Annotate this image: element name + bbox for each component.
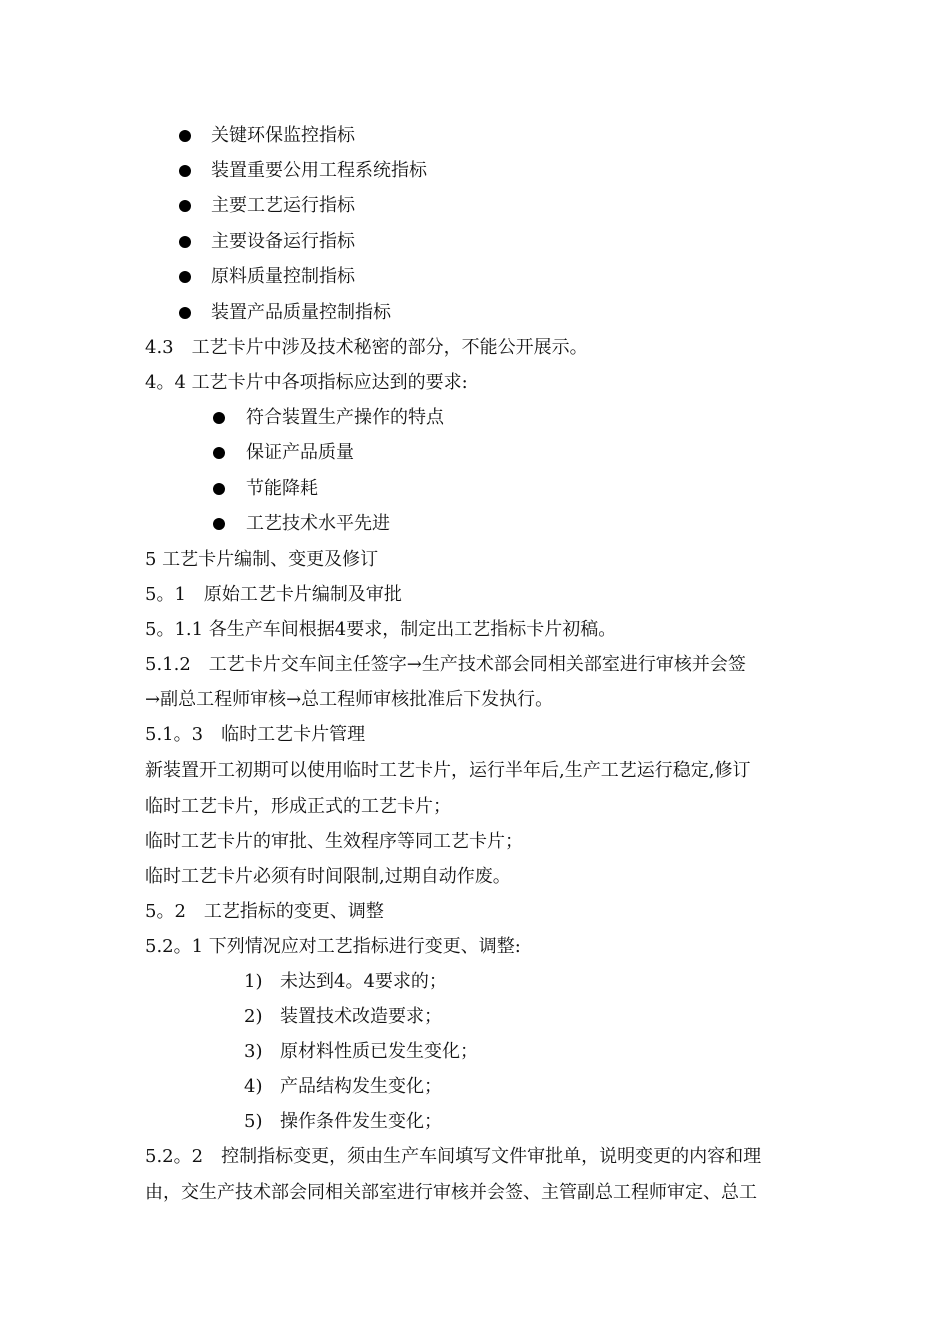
bullet-item: 原料质量控制指标 bbox=[211, 266, 355, 287]
bullet-dot-icon bbox=[213, 447, 225, 459]
list-number: 4) bbox=[244, 1076, 263, 1097]
paragraph-4-3: 4.3 工艺卡片中涉及技术秘密的部分，不能公开展示。 bbox=[145, 337, 588, 358]
list-item: 操作条件发生变化； bbox=[280, 1111, 442, 1132]
bullet-item: 装置产品质量控制指标 bbox=[211, 302, 391, 323]
list-item: 产品结构发生变化； bbox=[280, 1076, 442, 1097]
bullet-dot-icon bbox=[179, 236, 191, 248]
section-heading-5-1: 5。1 原始工艺卡片编制及审批 bbox=[145, 584, 402, 605]
paragraph-4-4: 4。4 工艺卡片中各项指标应达到的要求: bbox=[145, 372, 468, 393]
list-item: 未达到4。4要求的； bbox=[280, 971, 447, 992]
section-heading-5: 5 工艺卡片编制、变更及修订 bbox=[145, 549, 379, 570]
paragraph-5-1-2-line2: →副总工程师审核→总工程师审核批准后下发执行。 bbox=[145, 689, 554, 710]
bullet-dot-icon bbox=[213, 412, 225, 424]
bullet-dot-icon bbox=[179, 165, 191, 177]
bullet-dot-icon bbox=[179, 200, 191, 212]
paragraph-temp-card-line1: 新装置开工初期可以使用临时工艺卡片，运行半年后,生产工艺运行稳定,修订 bbox=[145, 760, 751, 781]
bullet-dot-icon bbox=[213, 483, 225, 495]
list-number: 1) bbox=[244, 971, 263, 992]
paragraph-5-1-2-line1: 5.1.2 工艺卡片交车间主任签字→生产技术部会同相关部室进行审核并会签 bbox=[145, 654, 746, 675]
bullet-dot-icon bbox=[179, 307, 191, 319]
paragraph-temp-approval: 临时工艺卡片的审批、生效程序等同工艺卡片； bbox=[145, 831, 523, 852]
paragraph-5-1-1: 5。1.1 各生产车间根据4要求，制定出工艺指标卡片初稿。 bbox=[145, 619, 617, 640]
list-number: 3) bbox=[244, 1041, 263, 1062]
section-heading-5-2: 5。2 工艺指标的变更、调整 bbox=[145, 901, 384, 922]
paragraph-temp-limit: 临时工艺卡片必须有时间限制,过期自动作废。 bbox=[145, 866, 511, 887]
bullet-item: 工艺技术水平先进 bbox=[246, 513, 390, 534]
bullet-item: 装置重要公用工程系统指标 bbox=[211, 160, 427, 181]
bullet-dot-icon bbox=[213, 518, 225, 530]
bullet-dot-icon bbox=[179, 130, 191, 142]
paragraph-5-2-2-line2: 由，交生产技术部会同相关部室进行审核并会签、主管副总工程师审定、总工 bbox=[145, 1182, 757, 1203]
bullet-item: 主要设备运行指标 bbox=[211, 231, 355, 252]
list-number: 2) bbox=[244, 1006, 263, 1027]
paragraph-5-2-1: 5.2。1 下列情况应对工艺指标进行变更、调整: bbox=[145, 936, 521, 957]
paragraph-temp-card-line2: 临时工艺卡片，形成正式的工艺卡片； bbox=[145, 796, 451, 817]
list-number: 5) bbox=[244, 1111, 263, 1132]
list-item: 装置技术改造要求； bbox=[280, 1006, 442, 1027]
bullet-item: 主要工艺运行指标 bbox=[211, 195, 355, 216]
bullet-item: 符合装置生产操作的特点 bbox=[246, 407, 444, 428]
bullet-item: 保证产品质量 bbox=[246, 442, 354, 463]
bullet-dot-icon bbox=[179, 271, 191, 283]
paragraph-5-2-2-line1: 5.2。2 控制指标变更，须由生产车间填写文件审批单，说明变更的内容和理 bbox=[145, 1146, 762, 1167]
bullet-item: 关键环保监控指标 bbox=[211, 125, 355, 146]
section-heading-5-1-3: 5.1。3 临时工艺卡片管理 bbox=[145, 724, 366, 745]
bullet-item: 节能降耗 bbox=[246, 478, 318, 499]
list-item: 原材料性质已发生变化； bbox=[280, 1041, 478, 1062]
